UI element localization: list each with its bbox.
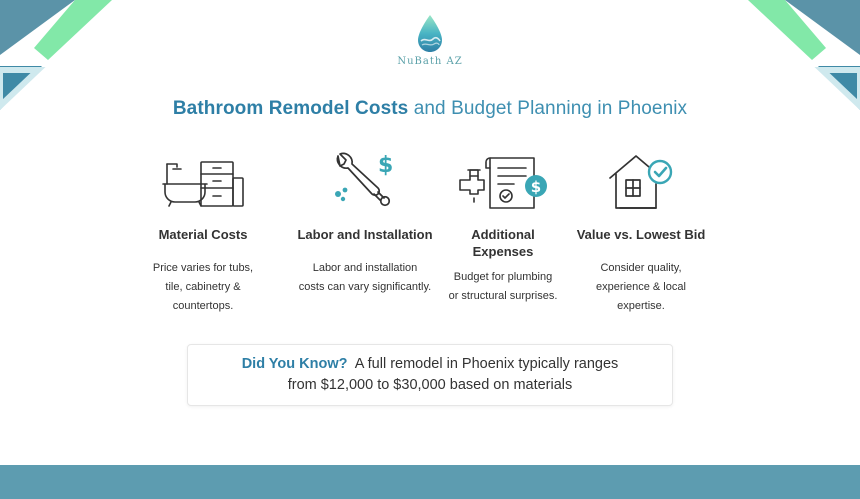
card-description-line: experience & local <box>596 281 686 293</box>
cost-factors <box>150 150 710 330</box>
svg-text:$: $ <box>378 153 394 178</box>
card-description-line: Budget for plumbing <box>453 271 553 283</box>
card-description-line: Consider quality, <box>600 262 682 274</box>
card-description <box>566 259 716 316</box>
card-heading-line: Additional <box>471 227 535 242</box>
did-you-know-text: A full remodel in Phoenix typically ranges <box>347 356 619 372</box>
card-material-costs <box>128 150 278 316</box>
water-drop-logo-icon <box>415 14 445 54</box>
card-description-line: expertise. <box>617 300 665 312</box>
house-checkmark-icon <box>606 152 676 212</box>
page-title-rest: and Budget Planning in Phoenix <box>408 98 688 119</box>
card-heading: Material Costs <box>158 227 248 242</box>
card-heading <box>428 226 578 260</box>
card-additional-expenses <box>428 150 578 306</box>
bathtub-cabinet-icon <box>161 156 245 212</box>
card-description-line: or structural surprises. <box>448 290 558 302</box>
card-description-line: countertops. <box>172 300 234 312</box>
wrench-dollar-icon <box>330 150 400 212</box>
card-description-line: Labor and installation <box>312 262 418 274</box>
card-description-line: costs can vary significantly. <box>298 281 432 293</box>
svg-text:$: $ <box>530 178 542 196</box>
card-value-vs-lowest-bid <box>566 150 716 316</box>
card-heading: Value vs. Lowest Bid <box>576 227 706 242</box>
card-description <box>290 259 440 297</box>
footer-bar <box>0 465 860 499</box>
brand-name: NuBath AZ <box>397 56 463 67</box>
card-description-line: Price varies for tubs, <box>152 262 254 274</box>
card-labor-installation <box>290 150 440 297</box>
page-title-strong: Bathroom Remodel Costs <box>172 98 409 119</box>
brand-logo <box>0 14 860 67</box>
card-description-line: tile, cabinetry & <box>165 281 241 293</box>
did-you-know-label: Did You Know? <box>241 356 348 372</box>
card-heading-line: Expenses <box>472 244 534 259</box>
card-description <box>428 268 578 306</box>
card-description <box>128 259 278 316</box>
page-title <box>0 98 860 120</box>
did-you-know-line-2: from $12,000 to $30,000 based on materials <box>287 377 573 393</box>
did-you-know-line-1 <box>188 356 672 372</box>
document-faucet-dollar-icon <box>456 152 550 212</box>
card-heading: Labor and Installation <box>297 227 433 242</box>
did-you-know-box <box>187 344 673 406</box>
